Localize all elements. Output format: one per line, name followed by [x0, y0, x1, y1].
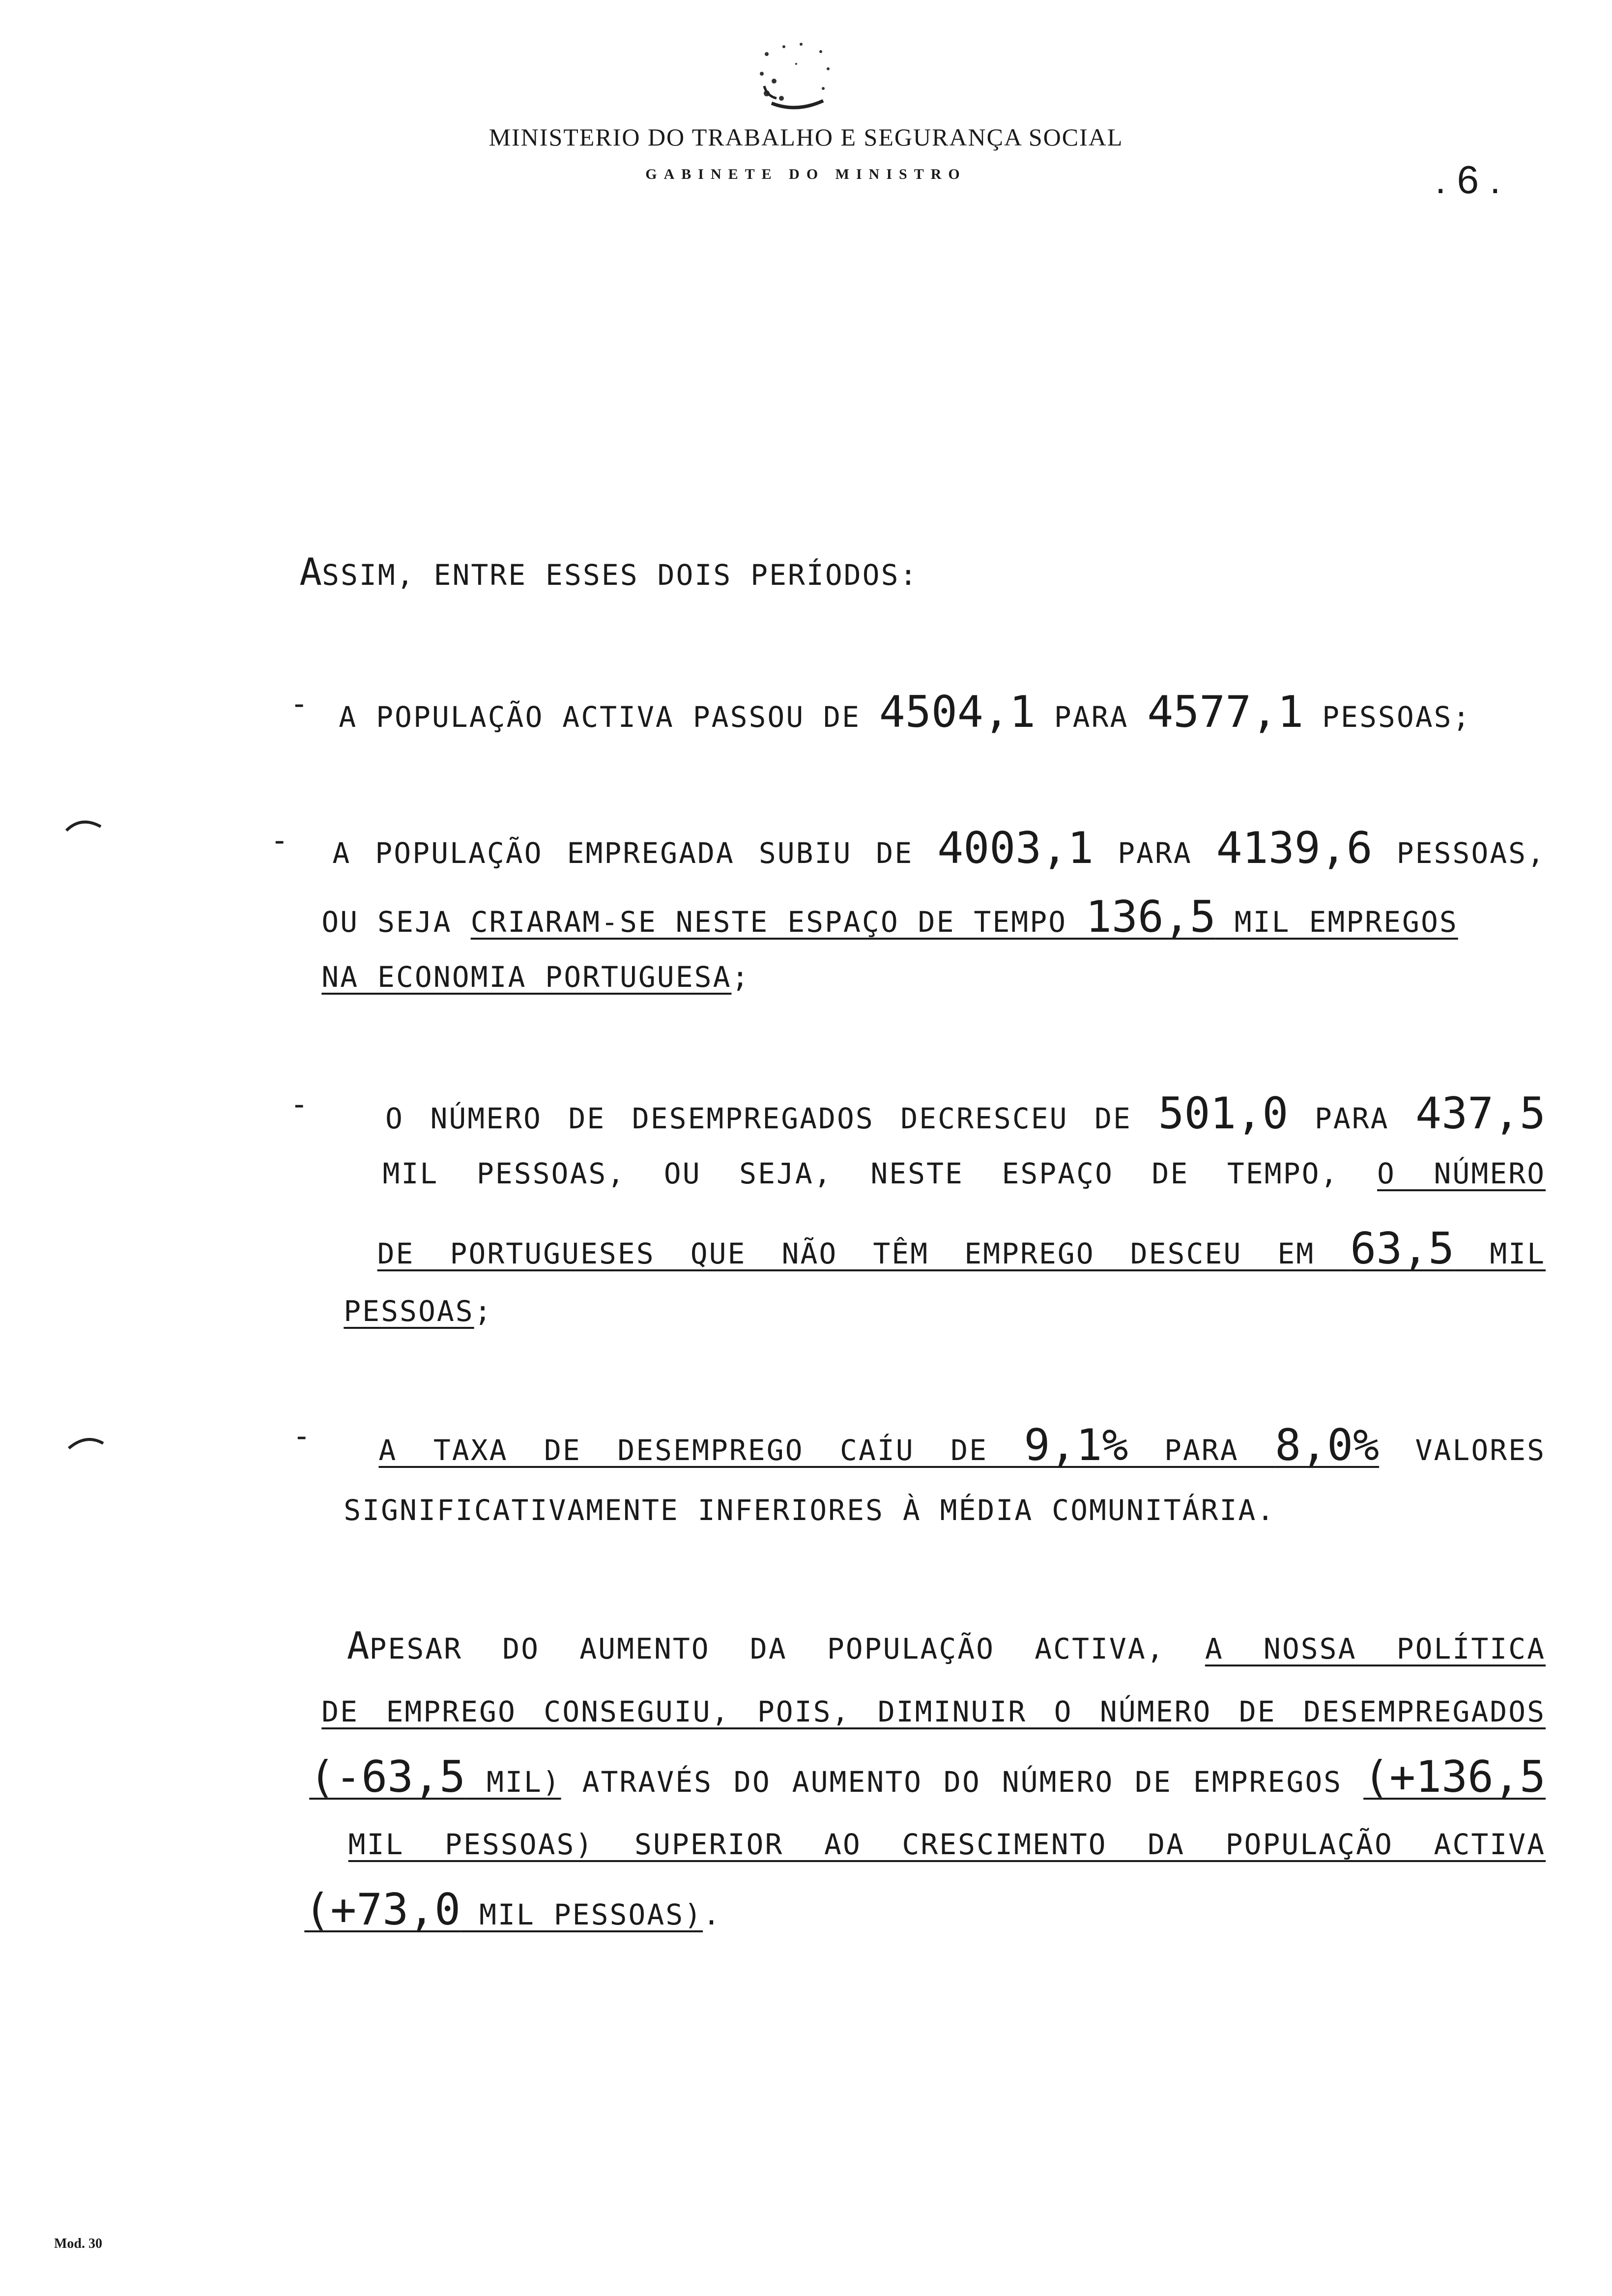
- underlined-span: MIL: [1454, 1237, 1546, 1270]
- bullet-2-line-1: [312, 813, 1546, 873]
- underlined-span: CRIARAM-SE NESTE ESPAÇO DE TEMPO: [470, 905, 1086, 939]
- figure-span: 4577,1: [1147, 687, 1304, 737]
- underlined-span: NA ECONOMIA PORTUGUESA: [321, 960, 732, 994]
- figure-span: 501,0: [1158, 1088, 1289, 1139]
- underlined-span: MIL PESSOAS) SUPERIOR AO CRESCIMENTO DA POPULAÇÃO ACTIVA: [348, 1828, 1546, 1861]
- underlined-span: DE EMPREGO CONSEGUIU, POIS, DIMINUIR O NÚMERO DE DESEMPREGADOS: [321, 1695, 1546, 1728]
- bracket-mark-icon: [64, 816, 103, 835]
- bullet-4-line-2: [334, 1484, 1275, 1527]
- cabinet-subtitle: GABINETE DO MINISTRO: [645, 166, 967, 182]
- form-code: Mod. 30: [54, 2236, 102, 2251]
- bullet-4-line-1: [334, 1410, 1546, 1470]
- bullet-1-line: [329, 677, 1471, 737]
- text-span: VALORES: [1379, 1434, 1546, 1467]
- underlined-span: A TAXA DE DESEMPREGO CAÍU DE: [378, 1434, 1024, 1467]
- underlined-figure-span: (+136,5: [1363, 1751, 1546, 1802]
- underlined-span: MIL PESSOAS): [461, 1898, 703, 1931]
- conclusion-line-2: [295, 1686, 1546, 1728]
- underlined-span: A NOSSA POLÍTICA: [1205, 1632, 1546, 1665]
- underlined-figure-span: 9,1%: [1024, 1420, 1128, 1470]
- underlined-figure-span: (-63,5: [309, 1751, 466, 1802]
- underlined-figure-span: 136,5: [1085, 891, 1216, 942]
- bullet-dash: -: [290, 1086, 309, 1122]
- underlined-figure-span: 63,5: [1350, 1223, 1455, 1274]
- underlined-span: MIL): [465, 1765, 561, 1799]
- text-span: MIL PESSOAS, OU SEJA, NESTE ESPAÇO DE TEMPO,: [382, 1157, 1378, 1190]
- text-span: A POPULAÇÃO ACTIVA PASSOU DE: [339, 700, 879, 734]
- figure-span: 4504,1: [879, 687, 1036, 737]
- bullet-dash: -: [290, 686, 309, 721]
- bullet-2-line-2: [312, 882, 1458, 942]
- figure-span: 437,5: [1415, 1088, 1546, 1139]
- bracket-mark-icon: [66, 1433, 106, 1452]
- underlined-span: DE PORTUGUESES QUE NÃO TÊM EMPREGO DESCEU EM: [377, 1237, 1351, 1270]
- underlined-span: PARA: [1128, 1434, 1275, 1467]
- text-span: O NÚMERO DE DESEMPREGADOS DECRESCEU DE: [359, 1102, 1158, 1135]
- figure-span: 4003,1: [937, 823, 1094, 873]
- intro-initial: A: [299, 550, 322, 594]
- figure-span: 4139,6: [1216, 823, 1373, 873]
- conclusion-line-4: [295, 1818, 1546, 1861]
- bullet-2-line-3: [312, 951, 750, 994]
- bullet-3-line-4: [334, 1285, 493, 1328]
- text-span: PESSOAS;: [1303, 700, 1471, 734]
- text-span: A POPULAÇÃO EMPREGADA SUBIU DE: [332, 836, 938, 870]
- intro-line: [290, 541, 918, 594]
- bullet-3-line-3: [334, 1214, 1546, 1274]
- intro-text: SSIM, ENTRE ESSES DOIS PERÍODOS:: [322, 558, 919, 592]
- text-span: ;: [731, 960, 750, 994]
- ministry-name: MINISTERIO DO TRABALHO E SEGURANÇA SOCIAL: [489, 123, 1123, 151]
- text-span: PESAR DO AUMENTO DA POPULAÇÃO ACTIVA,: [369, 1632, 1205, 1665]
- conclusion-initial: A: [346, 1624, 370, 1667]
- coat-of-arms-emblem-icon: [737, 34, 850, 118]
- text-span: ATRAVÉS DO AUMENTO DO NÚMERO DE EMPREGOS: [561, 1765, 1364, 1799]
- conclusion-line-1: [295, 1614, 1546, 1667]
- text-span: SIGNIFICATIVAMENTE INFERIORES À MÉDIA COMUNITÁRIA.: [344, 1493, 1276, 1527]
- underlined-span: O NÚMERO: [1377, 1157, 1546, 1190]
- text-span: OU SEJA: [321, 905, 471, 939]
- text-span: ;: [474, 1294, 493, 1328]
- underlined-span: PESSOAS: [344, 1294, 474, 1328]
- text-span: PARA: [1288, 1102, 1416, 1135]
- conclusion-line-5: [295, 1875, 721, 1935]
- underlined-figure-span: (+73,0: [304, 1884, 461, 1935]
- text-span: .: [703, 1898, 722, 1931]
- text-span: PARA: [1035, 700, 1148, 734]
- text-span: PESSOAS,: [1372, 836, 1546, 870]
- text-span: PARA: [1094, 836, 1216, 870]
- page-number: . 6 .: [1435, 158, 1501, 201]
- conclusion-line-3: [295, 1742, 1546, 1802]
- underlined-span: MIL EMPREGOS: [1215, 905, 1458, 939]
- bullet-dash: -: [270, 822, 289, 858]
- bullet-dash: -: [292, 1418, 311, 1454]
- underlined-figure-span: 8,0%: [1275, 1420, 1380, 1470]
- bullet-3-line-2: [334, 1148, 1546, 1190]
- bullet-3-line-1: [334, 1079, 1546, 1139]
